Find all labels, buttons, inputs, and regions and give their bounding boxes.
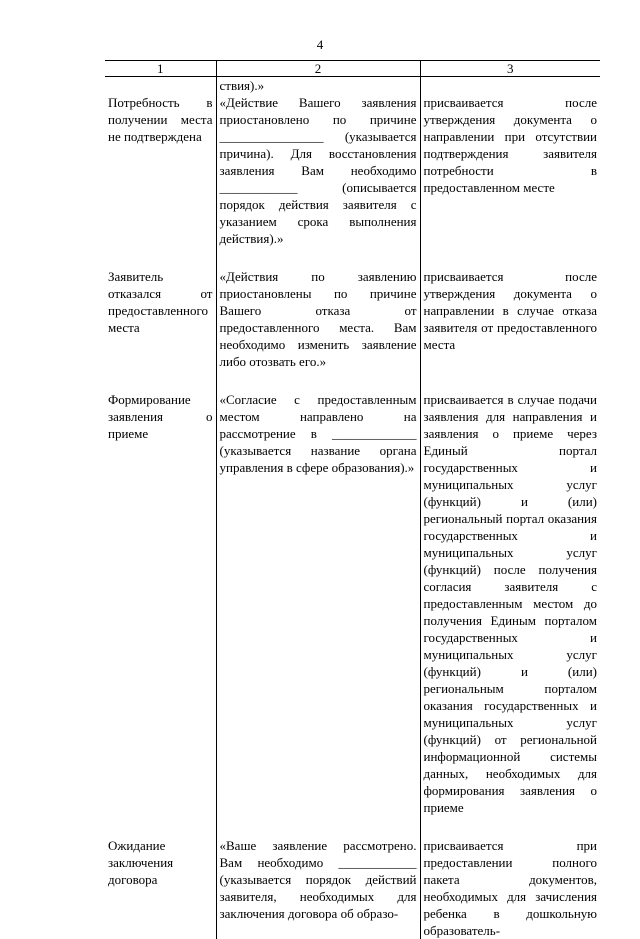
message-cell: «Согласие с предоставленным местом направлено на рассмотрение в _____________ (указывается название органа управления в сфере образования).» <box>216 391 420 816</box>
condition-cell: присваивается после утверждения документа о направлении в случае отказа заявителя от предоставленного места <box>420 268 600 370</box>
row-spacer <box>105 370 600 391</box>
table-header-row <box>105 61 600 77</box>
continuation-row <box>105 77 600 95</box>
row-spacer <box>105 816 600 837</box>
message-cell: «Действия по заявлению приостановлены по причине Вашего отказа от предоставленного места. Вам необходимо изменить заявление либо отозвать его.» <box>216 268 420 370</box>
status-cell: Ожидание заключения договора <box>108 838 174 887</box>
page-number: 4 <box>316 37 324 52</box>
message-cell: «Действие Вашего заявления приостановлено по причине ________________ (указывается причина). Для восстановления заявления Вам необходимо ____________ (описывается порядок действия заявителя с указанием срока выполнения действия).» <box>216 94 420 247</box>
status-table <box>105 60 600 939</box>
status-cell: Потребность в получении места не подтверждена <box>108 95 213 144</box>
condition-cell <box>420 77 600 95</box>
condition-cell: присваивается при предоставлении полного пакета документов, необходимых для зачисления ребенка в дошкольную образователь- <box>420 837 600 939</box>
condition-cell: присваивается после утверждения документа о направлении при отсутствии подтверждения заявителя потребности в предоставленном месте <box>420 94 600 247</box>
message-cell: ствия).» <box>216 77 420 95</box>
column-header-2: 2 <box>216 61 420 77</box>
message-cell: «Ваше заявление рассмотрено. Вам необходимо ____________ (указывается порядок действий заявителя, необходимых для заключения договора об образо- <box>216 837 420 939</box>
status-cell: Заявитель отказался от предоставленного места <box>108 269 213 335</box>
column-header-3: 3 <box>420 61 600 77</box>
table-row <box>105 94 600 247</box>
status-cell <box>105 77 216 95</box>
table-row <box>105 837 600 939</box>
table-row <box>105 391 600 816</box>
condition-cell: присваивается в случае подачи заявления для направления и заявления о приеме через Единый портал государственных и муниципальных услуг (функций) и (или) региональный портал оказания государственных и муниципальных услуг (функций) после получения согласия заявителя с предоставленным местом до получения Единым порталом государственных и муниципальных услуг (функций) и (или) региональным порталом оказания государственных и муниципальных услуг (функций) от региональной информационной системы данных, необходимых для формирования заявления о приеме <box>420 391 600 816</box>
status-cell: Формирование заявления о приеме <box>108 392 213 441</box>
column-header-1: 1 <box>105 61 216 77</box>
row-spacer <box>105 247 600 268</box>
table-row <box>105 268 600 370</box>
